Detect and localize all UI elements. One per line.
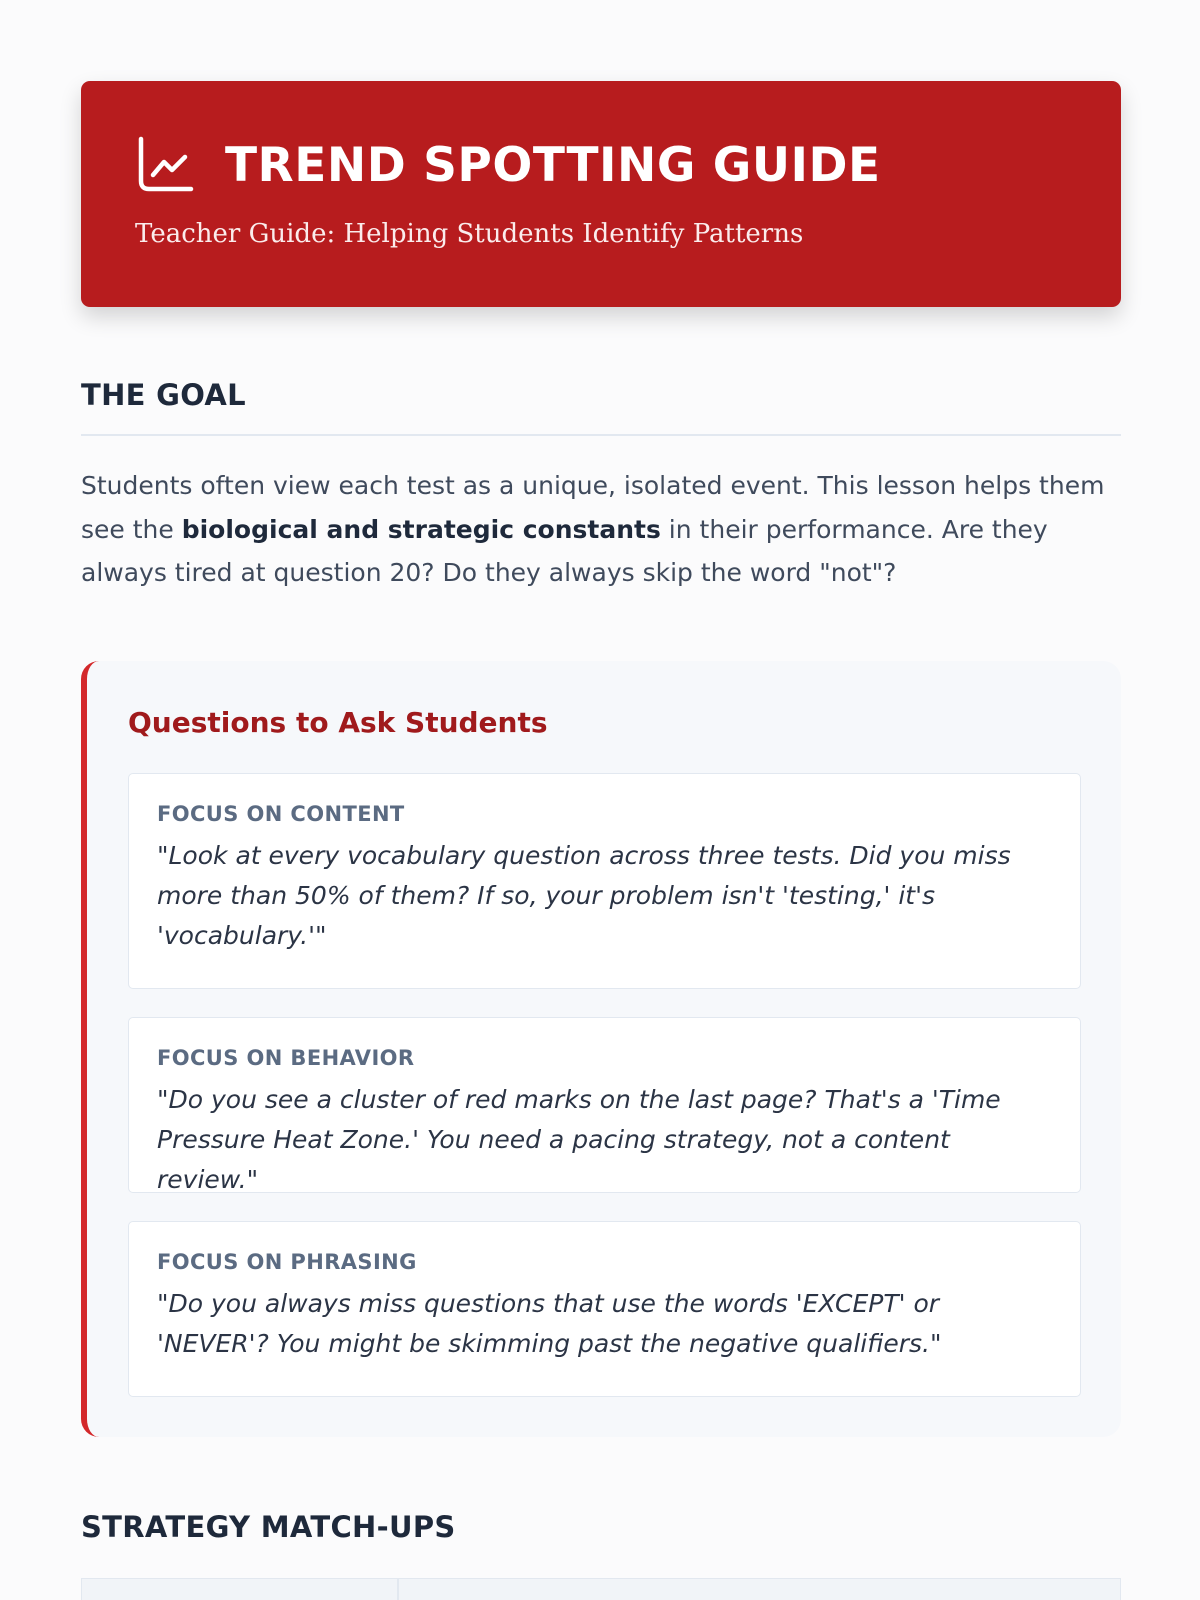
header-title-row xyxy=(135,133,1067,197)
question-card-phrasing xyxy=(128,1221,1081,1397)
question-text: "Do you always miss questions that use the words 'EXCEPT' or 'NEVER'? You might be skimming past the negative qualifiers." xyxy=(157,1289,942,1358)
page-subtitle: Teacher Guide: Helping Students Identify Patterns xyxy=(135,219,804,249)
questions-callout xyxy=(81,661,1121,1437)
goal-heading: THE GOAL xyxy=(81,378,246,412)
question-label: FOCUS ON BEHAVIOR xyxy=(157,1046,415,1070)
header-banner xyxy=(81,81,1121,307)
line-chart-icon xyxy=(135,135,195,195)
strategy-table-header xyxy=(81,1578,1121,1600)
goal-text-bold: biological and strategic constants xyxy=(181,514,661,544)
question-card-content xyxy=(128,773,1081,989)
question-text: "Do you see a cluster of red marks on the last page? That's a 'Time Pressure Heat Zone.' You need a pacing strategy, not a content review." xyxy=(157,1085,1001,1194)
question-text: "Look at every vocabulary question across three tests. Did you miss more than 50% of them? If so, your problem isn't 'testing,' it's 'vocabulary.'" xyxy=(157,841,1011,950)
question-card-behavior xyxy=(128,1017,1081,1193)
strategy-heading: STRATEGY MATCH-UPS xyxy=(81,1510,456,1544)
goal-divider xyxy=(81,434,1121,436)
goal-paragraph xyxy=(81,464,1121,595)
goal-text-before: Students often view each test as a unique, isolated event. This lesson helps them see the xyxy=(81,471,1105,544)
questions-title: Questions to Ask Students xyxy=(128,706,548,739)
question-label: FOCUS ON PHRASING xyxy=(157,1250,417,1274)
goal-text-after: in their performance. Are they always tired at question 20? Do they always skip the word "not"? xyxy=(81,514,1048,587)
page-title: TREND SPOTTING GUIDE xyxy=(225,137,881,193)
question-label: FOCUS ON CONTENT xyxy=(157,802,405,826)
table-column-divider xyxy=(397,1579,399,1600)
